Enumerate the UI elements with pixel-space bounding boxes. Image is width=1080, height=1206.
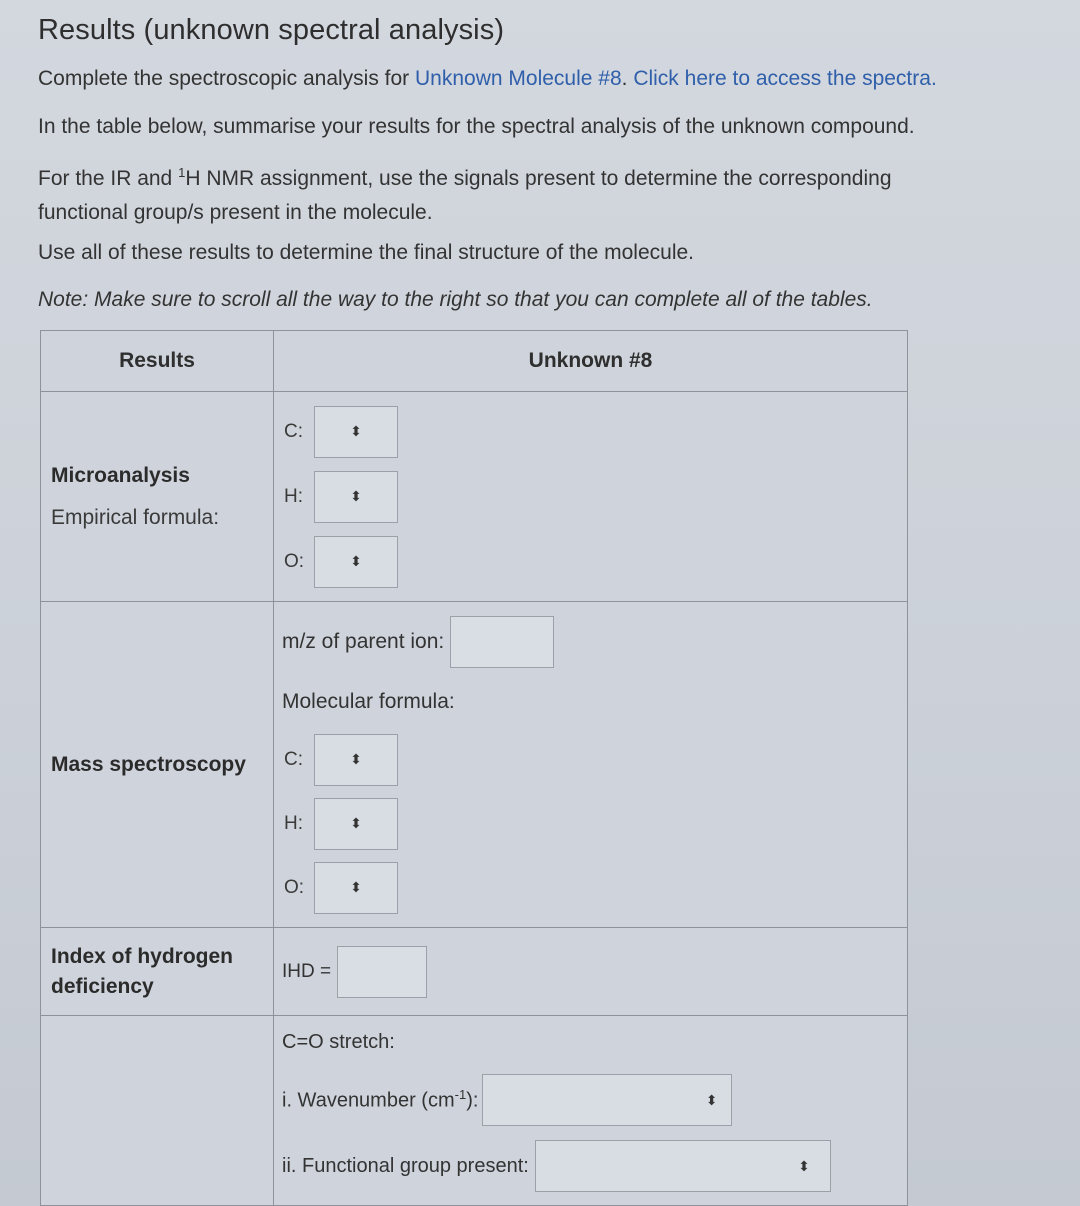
scroll-note: Note: Make sure to scroll all the way to the right so that you can complete all of the tables. [38,288,873,311]
instructions-paragraph: In the table below, summarise your results for the spectral analysis of the unknown compound. [38,115,915,138]
mass-c-select[interactable] [314,734,398,786]
micro-o-line: O: ⬍ [282,534,899,590]
ir-label-cell [41,1016,274,1206]
micro-h-select[interactable] [314,471,398,523]
ihd-inputs [274,928,908,1016]
unknown-molecule-link[interactable]: Unknown Molecule #8 [415,67,622,90]
micro-c-line: C: ⬍ [282,404,899,460]
mass-h-select[interactable] [314,798,398,850]
select-arrow-icon: ⬍ [350,751,362,767]
access-spectra-link[interactable]: Click here to access the spectra. [633,67,937,90]
select-arrow-icon: ⬍ [350,488,362,504]
wavenumber-line: i. Wavenumber $(cm^{-1})$: ⬍ [282,1072,899,1128]
ihd-title: Index of hydrogen deficiency [51,944,234,998]
ihd-input[interactable] [337,946,427,998]
microanalysis-inputs [274,392,908,602]
select-arrow-icon: ⬍ [705,1091,718,1108]
mass-spec-row [41,602,908,928]
ir-row [41,1016,908,1206]
micro-o-select[interactable] [314,536,398,588]
page-title: Results (unknown spectral analysis) [38,14,505,46]
select-arrow-icon: ⬍ [350,553,362,569]
results-header: Results [41,331,274,392]
mass-spec-label-cell [41,602,274,928]
assignment-paragraph: For the IR and $^1$H NMR assignment, use the signals present to determine the corresponding functional group/s present in the molecule. [38,165,892,224]
mass-o-select[interactable] [314,862,398,914]
parent-ion-line: m/z of parent ion: [282,614,899,670]
microanalysis-label-cell [41,392,274,602]
structure-paragraph: Use all of these results to determine the final structure of the molecule. [38,241,694,264]
parent-ion-input[interactable] [450,616,554,668]
micro-c-select[interactable] [314,406,398,458]
molecular-formula-line: Molecular formula: [282,689,455,713]
wavenumber-select[interactable] [482,1074,732,1126]
mass-c-line: C: ⬍ [282,732,899,788]
table-header-row [41,331,908,392]
intro-paragraph: Complete the spectroscopic analysis for Unknown Molecule #8. Click here to access the spectra. [38,67,937,90]
mass-spec-title: Mass spectroscopy [51,752,246,776]
select-arrow-icon: ⬍ [350,879,362,895]
micro-h-line: H: ⬍ [282,469,899,525]
functional-group-line: ii. Functional group present: ⬍ [282,1138,899,1194]
select-arrow-icon: ⬍ [798,1157,810,1174]
co-stretch-line: C=O stretch: [282,1030,395,1053]
microanalysis-row [41,392,908,602]
select-arrow-icon: ⬍ [350,423,362,439]
ihd-line: IHD = [282,944,899,1000]
mass-spec-inputs [274,602,908,928]
functional-group-select[interactable] [535,1140,831,1192]
mass-h-line: H: ⬍ [282,796,899,852]
unknown-header: Unknown #8 [274,331,908,392]
ihd-label-cell [41,928,274,1016]
results-table [40,330,908,1206]
microanalysis-title: Microanalysis [51,463,190,487]
select-arrow-icon: ⬍ [350,815,362,831]
ir-inputs [274,1016,908,1206]
empirical-formula-label: Empirical formula: [51,505,220,529]
ihd-row [41,928,908,1016]
mass-o-line: O: ⬍ [282,860,899,916]
